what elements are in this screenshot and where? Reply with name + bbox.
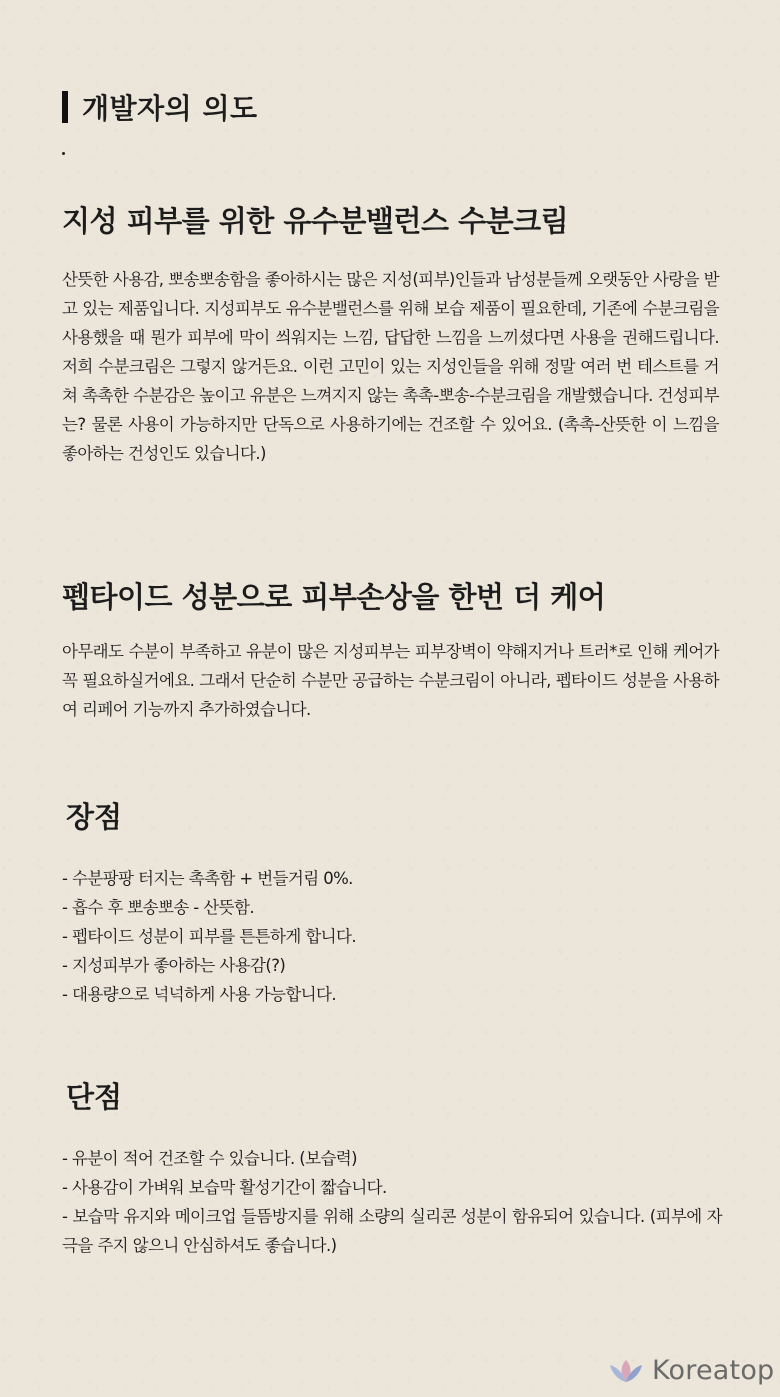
section2-body: 아무래도 수분이 부족하고 유분이 많은 지성피부는 피부장벽이 약해지거나 트러*로 인해 케어가 꼭 필요하실거에요. 그래서 단순히 수분만 공급하는 수분크림이 아니라, 펩타이드 성분을 사용하여 리페어 기능까지 추가하였습니다. [62,642,719,719]
section2-title: 펩타이드 성분으로 피부손상을 한번 더 케어 [62,580,606,614]
list-item: - 보습막 유지와 메이크업 들뜸방지를 위해 소량의 실리콘 성분이 함유되어 있습니다. (피부에 자극을 주지 않으니 안심하셔도 좋습니다.) [62,1207,722,1255]
developer-intent-title: 개발자의 의도 [82,92,258,125]
developer-intent-header [62,90,258,124]
cons-title: 단점 [66,1080,123,1114]
list-item: - 대용량으로 넉넉하게 사용 가능합니다. [62,985,337,1004]
brand-logo [606,1355,774,1386]
pros-list [62,864,722,1009]
list-item: - 수분팡팡 터지는 촉촉함 + 번들거림 0%. [62,869,353,888]
list-item: - 흡수 후 뽀송뽀송 - 산뜻함. [62,898,254,917]
list-item: - 지성피부가 좋아하는 사용감(?) [62,956,286,975]
section1-body: 산뜻한 사용감, 뽀송뽀송함을 좋아하시는 많은 지성(피부)인들과 남성분들께 오랫동안 사랑을 받고 있는 제품입니다. 지성피부도 유수분밸런스를 위해 보습 제품이 필요한데, 기존에 수분크림을 사용했을 때 뭔가 피부에 막이 씌워지는 느낌, 답답한 느낌을 느끼셨다면 사용을 권해드립니다. 저희 수분크림은 그렇지 않거든요. 이런 고민이 있는 지성인들을 위해 정말 여러 번 테스트를 거쳐 촉촉한 수분감은 높이고 유분은 느껴지지 않는 촉촉-뽀송-수분크림을 개발했습니다. 건성피부는? 물론 사용이 가능하지만 단독으로 사용하기에는 건조할 수 있어요. (촉촉-산뜻한 이 느낌을 좋아하는 건성인도 있습니다.) [62,270,719,463]
pros-title: 장점 [66,800,123,834]
lotus-icon [606,1356,646,1386]
heading-bar [62,91,68,123]
list-item: - 펩타이드 성분이 피부를 튼튼하게 합니다. [62,927,356,946]
section1-title: 지성 피부를 위한 유수분밸런스 수분크림 [62,204,569,238]
list-item: - 유분이 적어 건조할 수 있습니다. (보습력) [62,1149,357,1168]
brand-name: Koreatop [652,1355,775,1386]
cons-list [62,1144,722,1260]
decorative-dot [62,152,65,155]
list-item: - 사용감이 가벼워 보습막 활성기간이 짧습니다. [62,1178,387,1197]
